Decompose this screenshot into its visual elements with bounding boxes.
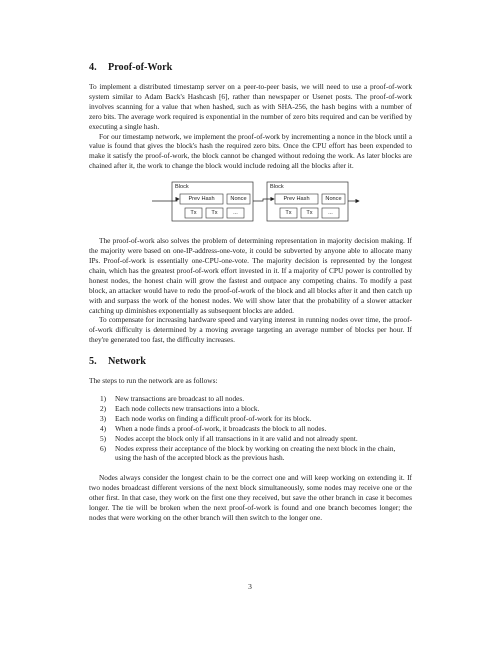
section-5-closing-paragraph: Nodes always consider the longest chain to be the correct one and will keep working on extending it. If two nodes broadcast different versions of the next block simultaneously, some nodes may receive one or the other first. In that case, they work on the first one they received, but save the other branch in case it becomes longer. The tie will be broken when the next proof-of-work is found and one branch becomes longer; the nodes that were working on the other branch will then switch to the longer one.: [89, 473, 412, 522]
step-number: 2): [100, 403, 107, 413]
block-2-tx-label-2: Tx: [306, 210, 313, 217]
block-2-prev-hash-label: Prev Hash: [283, 196, 310, 203]
blockchain-diagram: [89, 179, 412, 227]
block-1-tx-label-3: ...: [233, 210, 238, 217]
step-number: 1): [100, 394, 107, 404]
section-5-title: Network: [108, 356, 146, 368]
list-item: [89, 444, 412, 464]
section-4-title: Proof-of-Work: [108, 62, 173, 73]
step-number: 6): [100, 443, 107, 453]
section-4-number: 4.: [89, 62, 97, 73]
chain-arrow-into-block-1: [152, 199, 179, 201]
block-1-nonce-label: Nonce: [230, 196, 247, 203]
section-5-heading: [89, 356, 412, 367]
list-item: [89, 394, 412, 404]
chain-arrow-block-1-to-2: [253, 199, 274, 201]
list-item: [89, 434, 412, 444]
section-4-paragraph-4: To compensate for increasing hardware speed and varying interest in running nodes over time, the proof-of-work difficulty is determined by a moving average targeting an average number of blocks per hour. If they're generated too fast, the difficulty increases.: [89, 315, 412, 345]
page-content: [89, 62, 412, 523]
step-text: Each node works on finding a difficult proof-of-work for its block.: [115, 413, 312, 423]
step-number: 5): [100, 433, 107, 443]
block-1-prev-hash-label: Prev Hash: [188, 196, 215, 203]
step-text: Nodes accept the block only if all transactions in it are valid and not already spent.: [115, 433, 358, 443]
list-item: [89, 424, 412, 434]
step-text: New transactions are broadcast to all nodes.: [115, 394, 245, 404]
block-1-tx-label-2: Tx: [211, 210, 218, 217]
step-text: When a node finds a proof-of-work, it broadcasts the block to all nodes.: [115, 423, 327, 433]
block-2-nonce-label: Nonce: [325, 196, 342, 203]
list-item: [89, 404, 412, 414]
section-4-paragraph-1: To implement a distributed timestamp server on a peer-to-peer basis, we will need to use a proof-of-work system similar to Adam Back's Hashcash [6], rather than newspaper or Usenet posts. The proof-of-work involves scanning for a value that when hashed, such as with SHA-256, the hash begins with a number of zero bits. The average work required is exponential in the number of zero bits required and can be verified by executing a single hash.: [89, 82, 412, 131]
section-4-paragraph-3: The proof-of-work also solves the problem of determining representation in majority decision making. If the majority were based on one-IP-address-one-vote, it could be subverted by anyone able to allocate many IPs. Proof-of-work is essentially one-CPU-one-vote. The majority decision is represented by the longest chain, which has the greatest proof-of-work effort invested in it. If a majority of CPU power is controlled by honest nodes, the honest chain will grow the fastest and outpace any competing chains. To modify a past block, an attacker would have to redo the proof-of-work of the block and all blocks after it and then catch up with and surpass the work of the honest nodes. We will show later that the probability of a slower attacker catching up diminishes exponentially as subsequent blocks are added.: [89, 236, 412, 315]
blockchain-diagram-lines: [89, 179, 412, 227]
block-2-label: Block: [270, 184, 284, 191]
step-text: Nodes express their acceptance of the block by working on creating the next block in the chain, using the hash of the accepted block as the previous hash.: [115, 443, 396, 463]
block-2-tx-label-1: Tx: [285, 210, 292, 217]
block-1-label: Block: [175, 184, 189, 191]
list-item: [89, 414, 412, 424]
step-text: Each node collects new transactions into a block.: [115, 403, 260, 413]
page-number: 3: [248, 582, 252, 591]
section-4-heading: [89, 62, 412, 73]
step-number: 4): [100, 423, 107, 433]
block-1-tx-label-1: Tx: [190, 210, 197, 217]
section-5-intro: The steps to run the network are as follows:: [89, 376, 218, 386]
network-steps-list: [89, 394, 412, 463]
section-5-number: 5.: [89, 356, 97, 368]
section-4-paragraph-2: For our timestamp network, we implement the proof-of-work by incrementing a nonce in the block until a value is found that gives the block's hash the required zero bits. Once the CPU effort has been expended to make it satisfy the proof-of-work, the block cannot be changed without redoing the work. As later blocks are chained after it, the work to change the block would include redoing all the blocks after it.: [89, 131, 412, 171]
block-2-tx-label-3: ...: [328, 210, 333, 217]
step-number: 3): [100, 413, 107, 423]
